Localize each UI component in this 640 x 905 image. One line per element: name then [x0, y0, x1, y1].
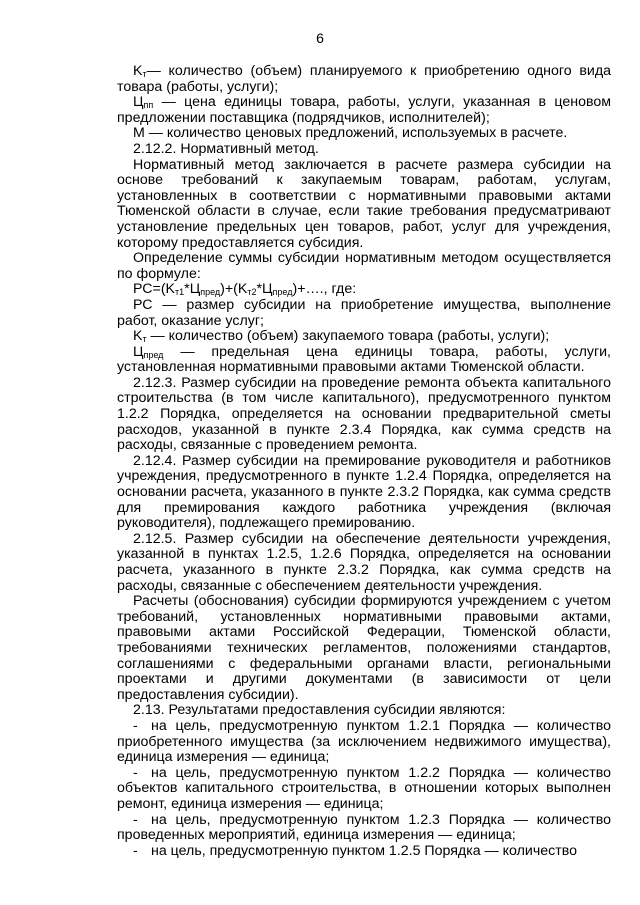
paragraph-2-12-5: 2.12.5. Размер субсидии на обеспечение деятельности учреждения, указанной в пунктах 1.2.5, 1.2.6 Порядка, определяется на основании расчета, указанного в пункте 2.3.2 Порядка, как сумма средств на расходы, связанные с обеспечением деятельности учреждения.	[117, 530, 611, 594]
paragraph-rs-definition: РС — размер субсидии на приобретение имущества, выполнение работ, оказание услуг;	[117, 296, 611, 329]
paragraph-kt-quantity: $K_т$ — количество (объем) закупаемого товара (работы, услуги);	[133, 328, 550, 345]
list-item: - на цель, предусмотренную пунктом 1.2.2 Порядка — количество объектов капитального строительства, в отношении которых выполнен ремонт, единица измерения — единица;	[117, 764, 611, 812]
list-item: - на цель, предусмотренную пунктом 1.2.1 Порядка — количество приобретенного имущества (за исключением недвижимого имущества), единица измерения — единица;	[117, 717, 611, 766]
list-dash: -	[133, 811, 138, 828]
list-dash: -	[133, 764, 138, 781]
paragraph-2-12-2-heading: 2.12.2. Нормативный метод.	[133, 140, 319, 157]
list-dash: -	[133, 842, 138, 859]
document-body	[117, 64, 611, 859]
paragraph-cpred-definition: $Ц_{пред}$ — предельная цена единицы товара, работы, услуги, установленная нормативными правовыми актами Тюменской области.	[117, 343, 611, 376]
paragraph-m-definition: М — количество ценовых предложений, используемых в расчете.	[133, 125, 568, 142]
paragraph-cpp-definition: $Ц_{пп}$ — цена единицы товара, работы, услуги, указанная в ценовом предложении поставщика (подрядчиков, исполнителей);	[117, 94, 611, 126]
page-number: 6	[316, 30, 324, 46]
paragraph-2-12-3: 2.12.3. Размер субсидии на проведение ремонта объекта капитального строительства (в том числе капитального), предусмотренного пунктом 1.2.2 Порядка, определяется на основании предварительной сметы расходов, указанной в пункте 2.3.4 Порядка, как сумма средств на расходы, связанные с проведением ремонта.	[117, 374, 611, 454]
paragraph-2-13-heading: 2.13. Результатами предоставления субсидии являются:	[133, 702, 506, 719]
list-item: - на цель, предусмотренную пунктом 1.2.5 Порядка — количество	[133, 842, 577, 859]
list-dash: -	[133, 717, 138, 734]
paragraph-calculations: Расчеты (обоснования) субсидии формируются учреждением с учетом требований, установленных нормативными правовыми актами, правовыми актами Российской Федерации, Тюменской области, требованиями технических регламентов, положениями стандартов, соглашениями с федеральными органами власти, региональными проектами и другими документами (в зависимости от цели предоставления субсидии).	[117, 593, 611, 703]
list-item: - на цель, предусмотренную пунктом 1.2.3 Порядка — количество проведенных мероприятий, единица измерения — единица;	[117, 811, 611, 844]
paragraph-normative-method: Нормативный метод заключается в расчете размера субсидии на основе требований к закупаемым товарам, работам, услугам, установленных в соответствии с нормативными правовыми актами Тюменской области в случае, если такие требования предусматривают установление предельных цен товаров, работ, услуг для учреждения, которому предоставляется субсидия.	[117, 156, 611, 251]
paragraph-formula-intro: Определение суммы субсидии нормативным методом осуществляется по формуле:	[117, 250, 611, 282]
paragraph-kt-definition: $K_т—$ количество (объем) планируемого к приобретению одного вида товара (работы, услуги);	[117, 63, 611, 95]
paragraph-formula: $РС=(K_{т1}*Ц_{пред})+(K_{т2}*Ц_{пред})+\dots$., где:	[133, 281, 357, 298]
paragraph-2-12-4: 2.12.4. Размер субсидии на премирование руководителя и работников учреждения, предусмотренного в пункте 1.2.4 Порядка, определяется на основании расчета, указанного в пункте 2.3.2 Порядка, как сумма средств для премирования каждого работника учреждения (включая руководителя), подлежащего премированию.	[117, 452, 611, 532]
